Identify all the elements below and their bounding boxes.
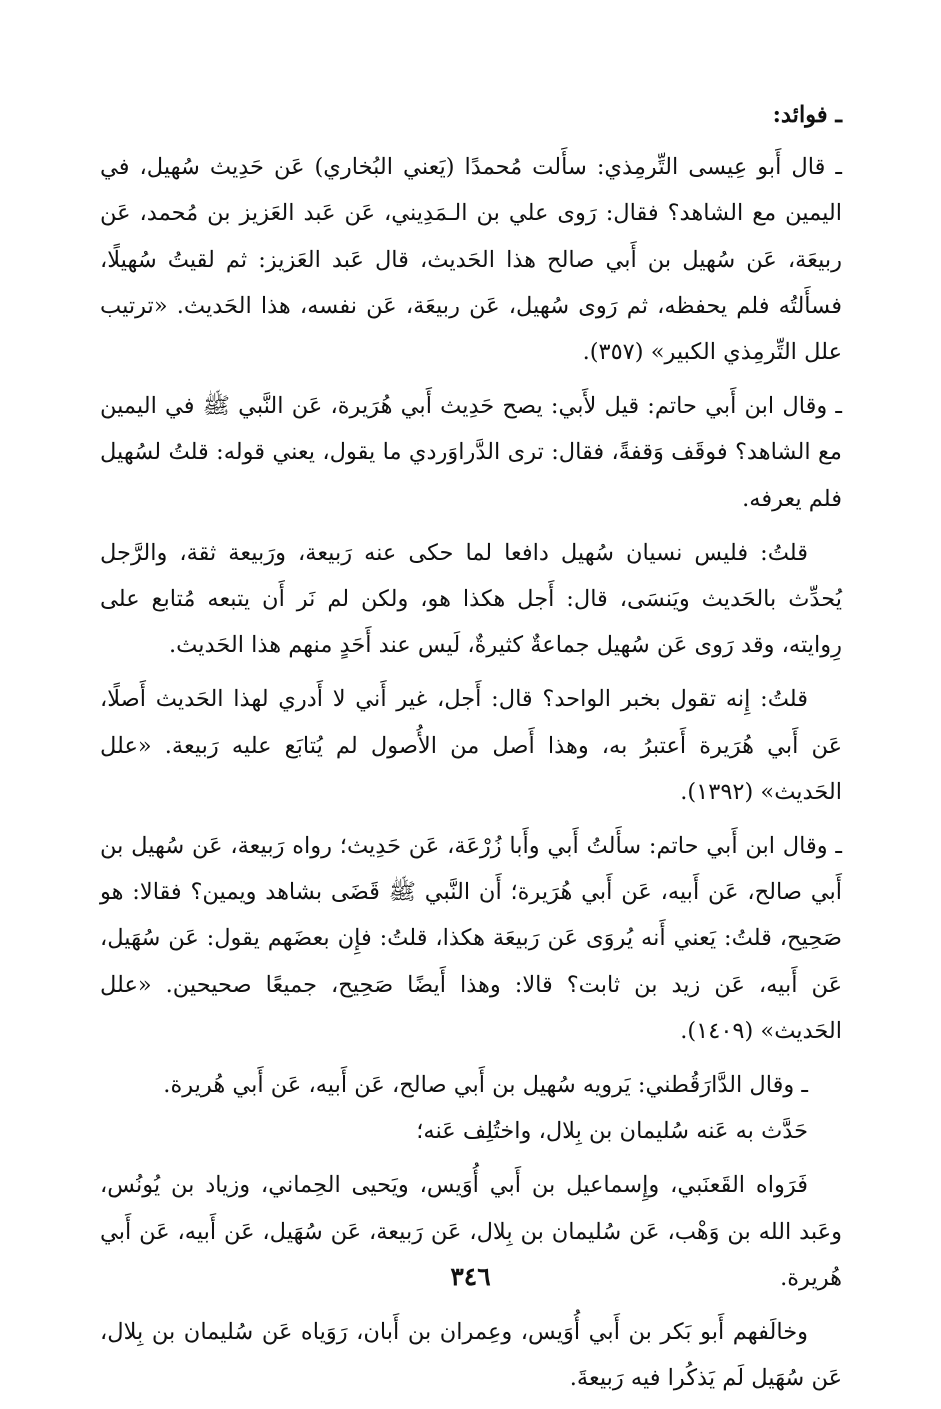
paragraph-ibn-abi-hatim-2: ـ وقال ابن أَبي حاتم: سأَلتُ أَبي وأَبا زُرْعَة، عَن حَدِيث؛ رواه رَبيعة، عَن سُهيل بن أَبي صالح، عَن أَبيه، عَن أَبي هُرَيرة؛ أَن النَّبي ﷺ قَضَى بشاهد ويمين؟ فقالا: هو صَحِيح، قلتُ: يَعني أَنه يُروَى عَن رَبيعَة هكذا، قلتُ: فإِن بعضَهم يقول: عَن سُهَيل، عَن أَبيه، عَن زيد بن ثابت؟ قالا: وهذا أَيضًا صَحِيح، جميعًا صحيحين. «علل الحَديث» (١٤٠٩). [100,833,842,1044]
page-number: ٣٤٦ [450,1262,491,1291]
paragraph-tirmidhi: ـ قال أَبو عِيسى التِّرمِذي: سأَلت مُحمدًا (يَعني البُخاري) عَن حَدِيث سُهيل، في اليمين مع الشاهد؟ فقال: رَوى علي بن الـمَدِيني، عَن عَبد العَزيز بن مُحمد، عَن ربيعَة، عَن سُهيل بن أَبي صالح هذا الحَديث، قال عَبد العَزيز: ثم لقيتُ سُهيلًا، فسأَلتُه فلم يحفظه، ثم رَوى سُهيل، عَن ربيعَة، عَن نفسه، هذا الحَديث. «ترتيب علل التِّرمِذي الكبير» (٣٥٧). [100,154,842,366]
section-heading: ـ فوائد: [772,102,842,128]
paragraph-khalafahum: وخالَفهم أَبو بَكر بن أَبي أُوَيس، وعِمران بن أَبان، رَوَياه عَن سُليمان بن بِلال، عَن سُهَيل لَم يَذكُرا فيه رَبيعةَ. [100,1319,842,1392]
paragraph-qultu-1: قلتُ: فليس نسيان سُهيل دافعا لما حكى عنه رَبيعة، ورَبيعة ثقة، والرَّجل يُحدِّث بالحَديث ويَنسَى، قال: أَجل هكذا هو، ولكن لم نَر أَن يتبعه مُتابع على رِوايته، وقد رَوى عَن سُهيل جماعةٌ كثيرةٌ، لَيس عند أَحَدٍ منهم هذا الحَديث. [100,539,842,659]
paragraph-qultu-2: قلتُ: إِنه تقول بخبر الواحد؟ قال: أَجل، غير أَني لا أَدري لهذا الحَديث أَصلًا، عَن أَبي هُرَيرة أَعتبرُ به، وهذا أَصل من الأُصول لم يُتابَع عليه رَبيعة. «علل الحَديث» (١٣٩٢). [100,686,842,805]
paragraph-rawahu: فَرَواه القَعنَبي، وإِسماعيل بن أَبي أُوَيس، ويَحيى الحِماني، وزياد بن يُونُس، وعَبد الله بن وَهْب، عَن سُليمان بن بِلال، عَن رَبيعة، عَن سُهَيل، عَن أَبيه، عَن أَبي هُريرة. [100,1172,842,1291]
page-body [100,92,842,1409]
paragraph-ibn-abi-hatim-1: ـ وقال ابن أَبي حاتم: قيل لأَبي: يصح حَدِيث أَبي هُرَيرة، عَن النَّبي ﷺ في اليمين مع الشاهد؟ فوقَف وَقفةً، فقال: ترى الدَّراوَردي ما يقول، يعني قوله: قلتُ لسُهيل فلم يعرفه. [100,393,842,512]
paragraph-sulayman: حَدَّث به عَنه سُليمان بن بِلال، واختُلِف عَنه؛ [416,1118,808,1145]
paragraph-daraqutni: ـ وقال الدَّارَقُطني: يَرويه سُهيل بن أَبي صالح، عَن أَبيه، عَن أَبي هُريرة. [163,1072,808,1099]
